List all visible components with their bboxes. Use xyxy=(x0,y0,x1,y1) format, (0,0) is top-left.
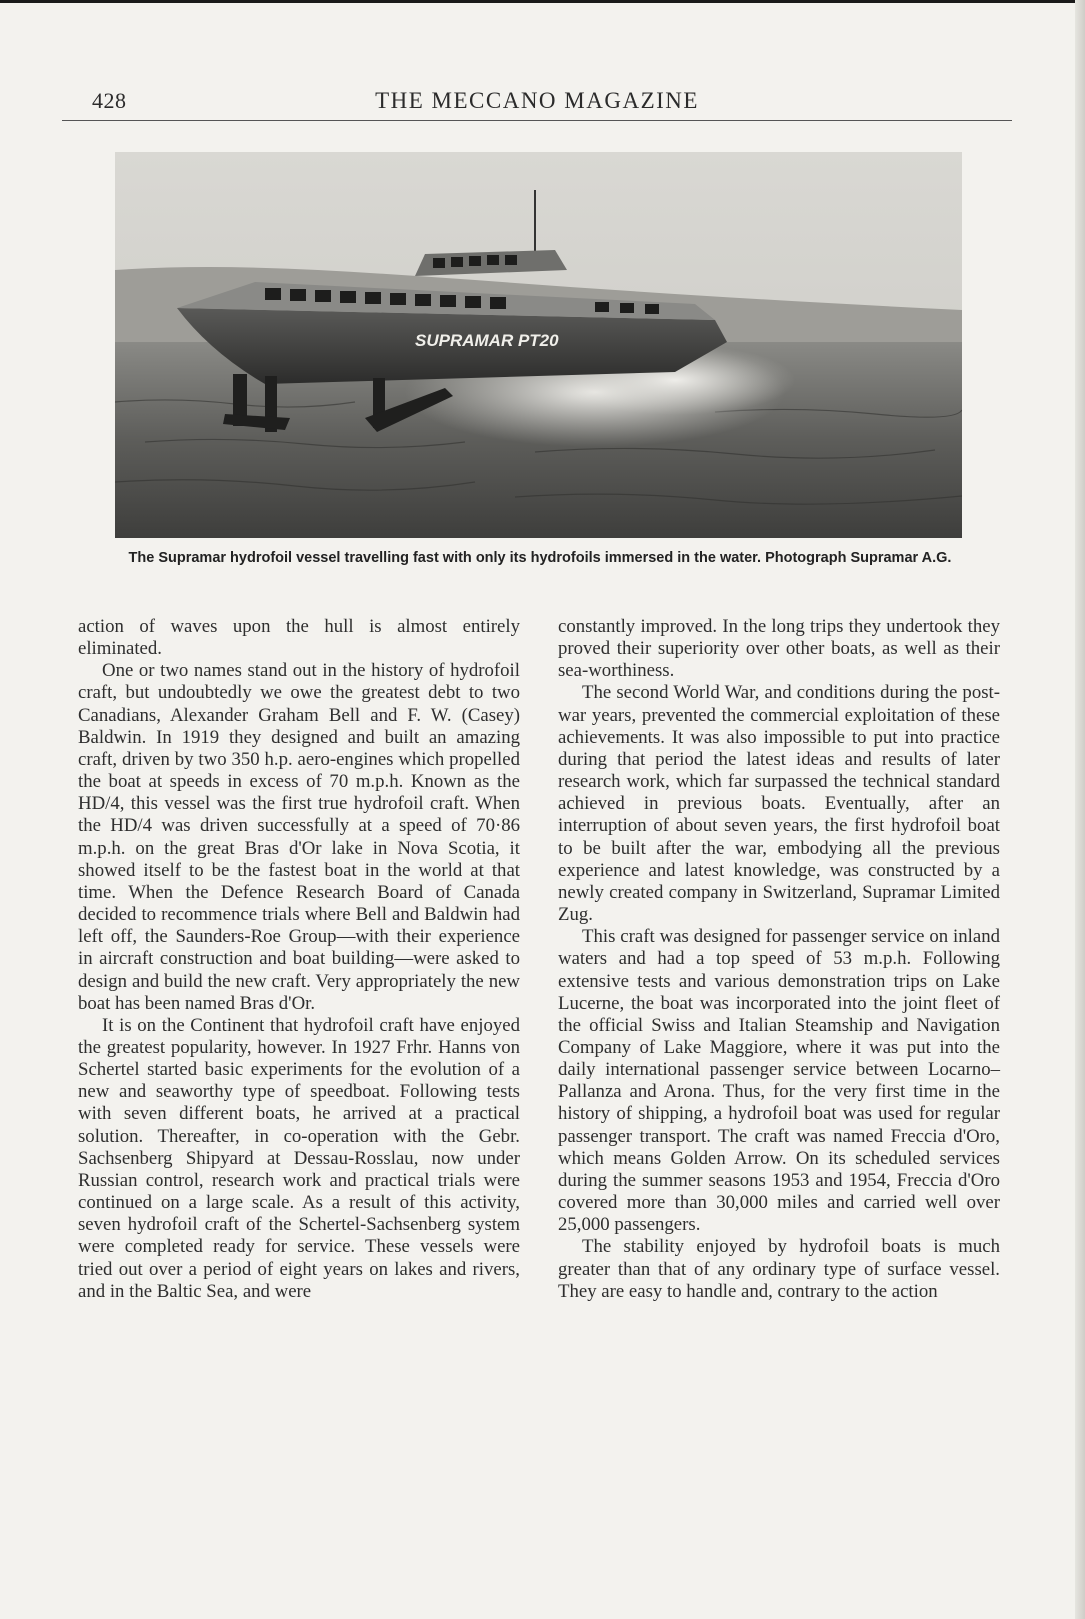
right-column xyxy=(558,616,1000,1303)
page-right-edge xyxy=(1075,0,1085,1619)
page-header xyxy=(62,82,1012,121)
page-number: 428 xyxy=(92,88,127,113)
page-top-edge xyxy=(0,0,1085,3)
hydrofoil-photograph xyxy=(115,152,962,538)
left-column xyxy=(78,616,520,1303)
paragraph: The stability enjoyed by hydrofoil boats is much greater than that of any ordinary type of surface vessel. They are easy to handle and, contrary to the action xyxy=(558,1236,1000,1302)
paragraph: constantly improved. In the long trips they undertook they proved their superiority over other boats, as well as their sea-worthiness. xyxy=(558,616,1000,682)
paragraph: action of waves upon the hull is almost entirely eliminated. xyxy=(78,616,520,660)
photo-caption: The Supramar hydrofoil vessel travelling fast with only its hydrofoils immersed in the water. Photograph Supramar A.G. xyxy=(128,550,952,566)
paragraph: This craft was designed for passenger service on inland waters and had a top speed of 53 m.p.h. Following extensive tests and various demonstration trips on Lake Lucerne, the boat was incorporated into the joint fleet of the official Swiss and Italian Steamship and Navigation Company of Lake Maggiore, where it was put into the daily international passenger service between Locarno–Pallanza and Arona. Thus, for the very first time in the history of shipping, a hydrofoil boat was used for regular passenger transport. The craft was named Freccia d'Oro, which means Golden Arrow. On its scheduled services during the summer seasons 1953 and 1954, Freccia d'Oro covered more than 30,000 miles and carried well over 25,000 passengers. xyxy=(558,926,1000,1236)
paragraph: It is on the Continent that hydrofoil craft have enjoyed the greatest popularity, however. In 1927 Frhr. Hanns von Schertel started basic experiments for the evolution of a new and seaworthy type of speedboat. Following tests with seven different boats, he arrived at a practical solution. Thereafter, in co-operation with the Gebr. Sachsenberg Shipyard at Dessau-Rosslau, now under Russian control, research work and practical trials were continued on a large scale. As a result of this activity, seven hydrofoil craft of the Schertel-Sachsenberg system were completed ready for service. These vessels were tried out over a period of eight years on lakes and rivers, and in the Baltic Sea, and were xyxy=(78,1014,520,1302)
paragraph: The second World War, and conditions during the post-war years, prevented the commercial exploitation of these achievements. It was also impossible to put into practice during that period the latest ideas and results of later research work, which far surpassed the technical standard achieved in previous boats. Eventually, after an interruption of about seven years, the first hydrofoil boat to be built after the war, embodying all the previous experience and latest knowledge, was constructed by a newly created company in Switzerland, Supramar Limited Zug. xyxy=(558,682,1000,926)
running-title: THE MECCANO MAGAZINE xyxy=(375,88,699,113)
hull-lettering: SUPRAMAR PT20 xyxy=(415,331,559,350)
hydrofoil-photo-illustration xyxy=(115,152,962,538)
paragraph: One or two names stand out in the history of hydrofoil craft, but undoubtedly we owe the greatest debt to two Canadians, Alexander Graham Bell and F. W. (Casey) Baldwin. In 1919 they designed and built an amazing craft, driven by two 350 h.p. aero-engines which propelled the boat at speeds in excess of 70 m.p.h. Known as the HD/4, this vessel was the first true hydrofoil craft. When the HD/4 was driven successfully at a speed of 70·86 m.p.h. on the great Bras d'Or lake in Nova Scotia, it showed itself to be the fastest boat in the world at that time. When the Defence Research Board of Canada decided to recommence trials where Bell and Baldwin had left off, the Saunders-Roe Group—with their experience in aircraft construction and boat building—were asked to design and build the new craft. Very appropriately the new boat has been named Bras d'Or. xyxy=(78,660,520,1014)
